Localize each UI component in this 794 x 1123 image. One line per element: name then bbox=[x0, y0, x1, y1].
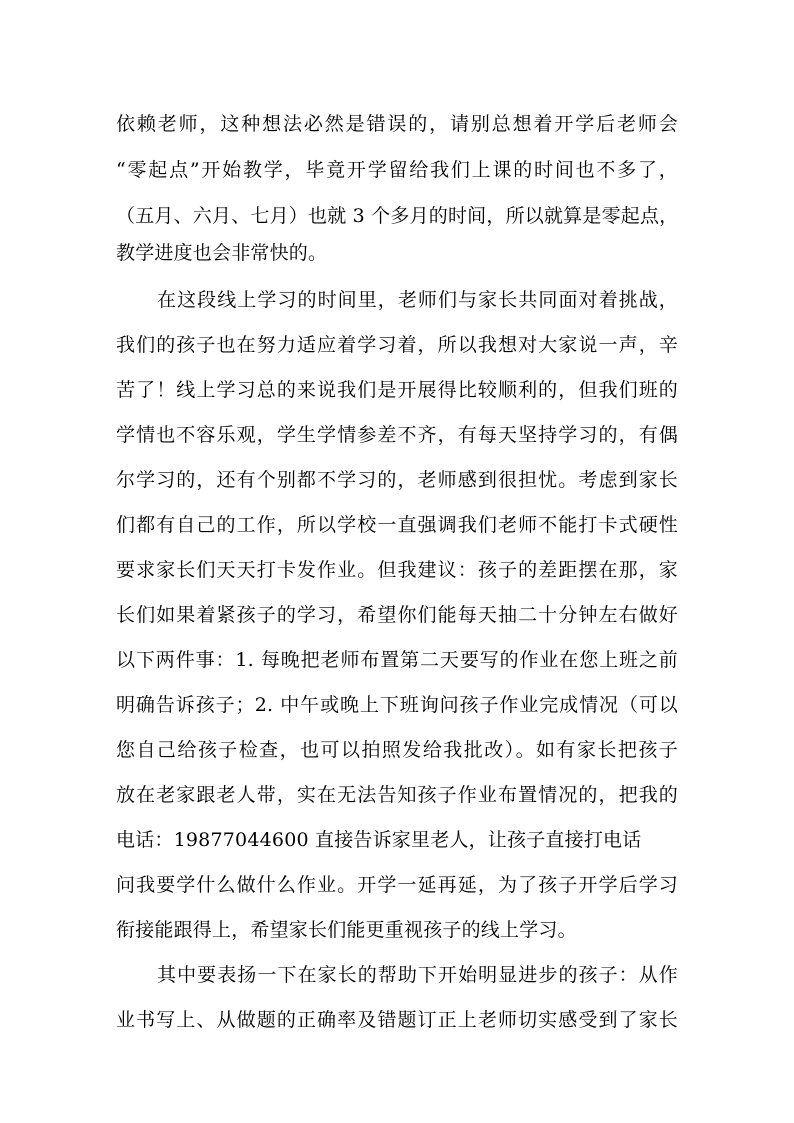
text-line: 苦了！线上学习总的来说我们是开展得比较顺利的，但我们班的 bbox=[116, 379, 678, 401]
text-line: 衔接能跟得上，希望家长们能更重视孩子的线上学习。 bbox=[116, 919, 577, 941]
text-line: 业书写上、从做题的正确率及错题订正上老师切实感受到了家长 bbox=[116, 1009, 678, 1031]
text-line: 明确告诉孩子；2. 中午或晚上下班询问孩子作业完成情况（可以 bbox=[116, 694, 678, 716]
text-line: 问我要学什么做什么作业。开学一延再延，为了孩子开学后学习 bbox=[116, 874, 678, 896]
text-line: 教学进度也会非常快的。 bbox=[116, 242, 328, 264]
paragraph-first-line: 其中要表扬一下在家长的帮助下开始明显进步的孩子：从作 bbox=[157, 964, 678, 986]
text-line: 依赖老师，这种想法必然是错误的，请别总想着开学后老师会 bbox=[116, 113, 678, 135]
text-line: 以下两件事：1. 每晚把老师布置第二天要写的作业在您上班之前 bbox=[116, 649, 678, 671]
text-line: 您自己给孩子检查，也可以拍照发给我批改）。如有家长把孩子 bbox=[116, 739, 678, 761]
text-line: 学情也不容乐观，学生学情参差不齐，有每天坚持学习的，有偶 bbox=[116, 424, 678, 446]
text-line: “零起点”开始教学，毕竟开学留给我们上课的时间也不多了， bbox=[116, 159, 678, 181]
text-line: （五月、六月、七月）也就 3 个多月的时间，所以就算是零起点， bbox=[116, 205, 679, 227]
text-line: 长们如果着紧孩子的学习，希望你们能每天抽二十分钟左右做好 bbox=[116, 604, 678, 626]
text-line: 尔学习的，还有个别都不学习的，老师感到很担忧。考虑到家长 bbox=[116, 469, 678, 491]
text-line: 放在老家跟老人带，实在无法告知孩子作业布置情况的，把我的 bbox=[116, 784, 678, 806]
text-line: 们都有自己的工作，所以学校一直强调我们老师不能打卡式硬性 bbox=[116, 514, 678, 536]
paragraph-first-line: 在这段线上学习的时间里，老师们与家长共同面对着挑战， bbox=[157, 289, 678, 311]
phone-line: 电话：19877044600 直接告诉家里老人，让孩子直接打电话 bbox=[116, 829, 642, 851]
text-line: 要求家长们天天打卡发作业。但我建议：孩子的差距摆在那，家 bbox=[116, 559, 678, 581]
text-line: 我们的孩子也在努力适应着学习着，所以我想对大家说一声，辛 bbox=[116, 334, 678, 356]
